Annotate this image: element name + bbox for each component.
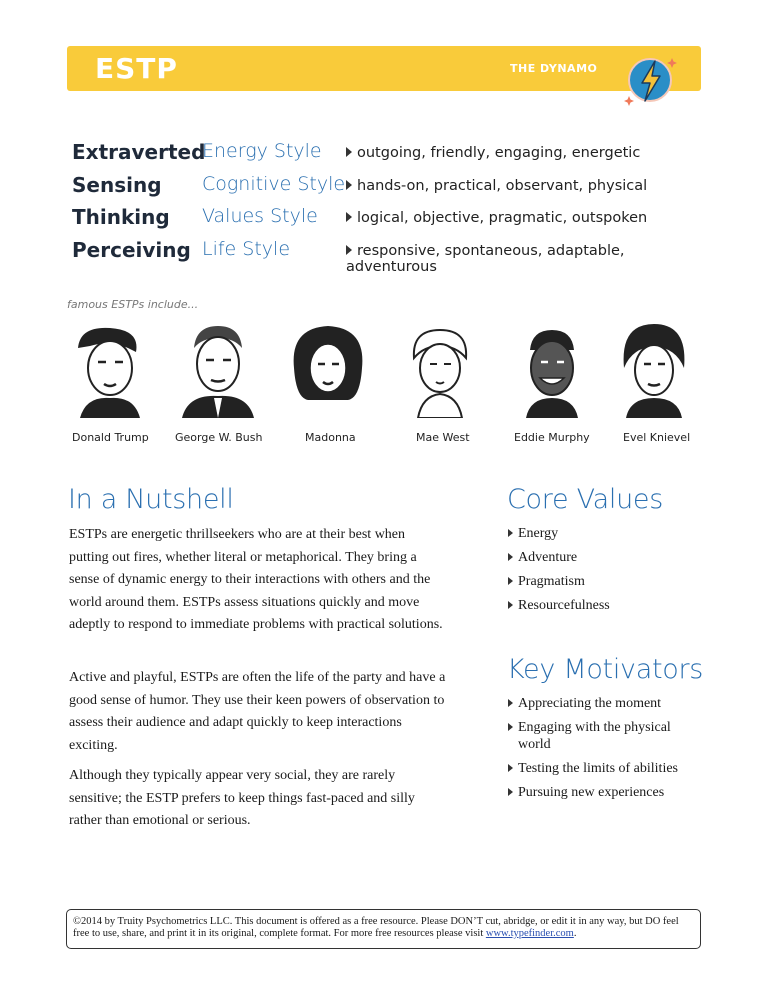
famous-name: Mae West [416, 431, 470, 444]
lightning-bolt-icon [620, 48, 684, 112]
triangle-bullet-icon [346, 245, 352, 255]
preference-row-thinking [72, 205, 712, 235]
nutshell-paragraph: ESTPs are energetic thrillseekers who are at their best when putting out fires, whether literal or metaphorical. They bring a sense of dynamic energy to their interactions with others and the world around them. ESTPs assess situations quickly and move adeptly to respond to immediate problems with practical solutions. [69, 527, 443, 632]
famous-name: Donald Trump [72, 431, 149, 444]
list-item: Adventure [508, 549, 708, 566]
portrait-image [70, 318, 150, 418]
list-item: Engaging with the physical world [508, 719, 698, 753]
type-code: ESTP [95, 52, 178, 85]
preference-style: Cognitive Style [202, 173, 346, 195]
preference-letter: Extraverted [72, 140, 206, 164]
core-values-heading: Core Values [507, 484, 663, 515]
famous-name: George W. Bush [175, 431, 263, 444]
preference-description: responsive, spontaneous, adaptable, adventurous [346, 243, 625, 275]
portrait-image [400, 318, 480, 418]
nutshell-paragraph: Although they typically appear very social, they are rarely sensitive; the ESTP prefers to keep things fast-paced and silly rather than emotional or serious. [69, 768, 415, 828]
nutshell-paragraph: Active and playful, ESTPs are often the life of the party and have a good sense of humor. They use their keen powers of observation to assess their audience and adapt quickly to keep interactions exciting. [69, 670, 446, 753]
typefinder-link[interactable]: www.typefinder.com [485, 928, 574, 939]
triangle-bullet-icon [346, 180, 352, 190]
type-nickname: THE DYNAMO [510, 62, 598, 75]
key-motivators-heading: Key Motivators [507, 654, 704, 685]
key-motivators-list [508, 695, 698, 801]
preference-row-extraverted [72, 140, 712, 170]
preference-style: Life Style [202, 238, 291, 260]
famous-label: famous ESTPs include... [67, 298, 199, 311]
portrait-image [512, 318, 592, 418]
triangle-bullet-icon [346, 212, 352, 222]
footer-text: ©2014 by Truity Psychometrics LLC. This document is offered as a free resource. Please DON’T cut, abridge, or edit it in any way, but DO feel free to use, share, and print it in its original, complete format. For more free resources please visit [73, 916, 679, 939]
preference-row-sensing [72, 173, 712, 203]
core-values-list [508, 525, 708, 614]
preference-style: Values Style [202, 205, 318, 227]
famous-name: Eddie Murphy [514, 431, 590, 444]
header-banner [67, 46, 701, 91]
list-item: Resourcefulness [508, 597, 708, 614]
nutshell-heading: In a Nutshell [68, 484, 234, 515]
preference-letter: Sensing [72, 173, 162, 197]
list-item: Appreciating the moment [508, 695, 698, 712]
portrait-image [178, 318, 258, 418]
list-item: Testing the limits of abilities [508, 760, 698, 777]
famous-name: Evel Knievel [623, 431, 691, 444]
portrait-image [288, 318, 368, 418]
list-item: Pursuing new experiences [508, 784, 698, 801]
preference-letter: Perceiving [72, 238, 191, 262]
list-item: Energy [508, 525, 708, 542]
famous-name: Madonna [305, 431, 356, 444]
list-item: Pragmatism [508, 573, 708, 590]
portrait-image [614, 318, 694, 418]
preference-description: outgoing, friendly, engaging, energetic [346, 145, 640, 161]
preference-description: logical, objective, pragmatic, outspoken [346, 210, 647, 226]
triangle-bullet-icon [346, 147, 352, 157]
footer-end: . [573, 928, 577, 939]
preference-description: hands-on, practical, observant, physical [346, 178, 647, 194]
preference-style: Energy Style [202, 140, 322, 162]
preference-letter: Thinking [72, 205, 170, 229]
copyright-footer [66, 909, 701, 949]
preference-row-perceiving [72, 238, 712, 275]
